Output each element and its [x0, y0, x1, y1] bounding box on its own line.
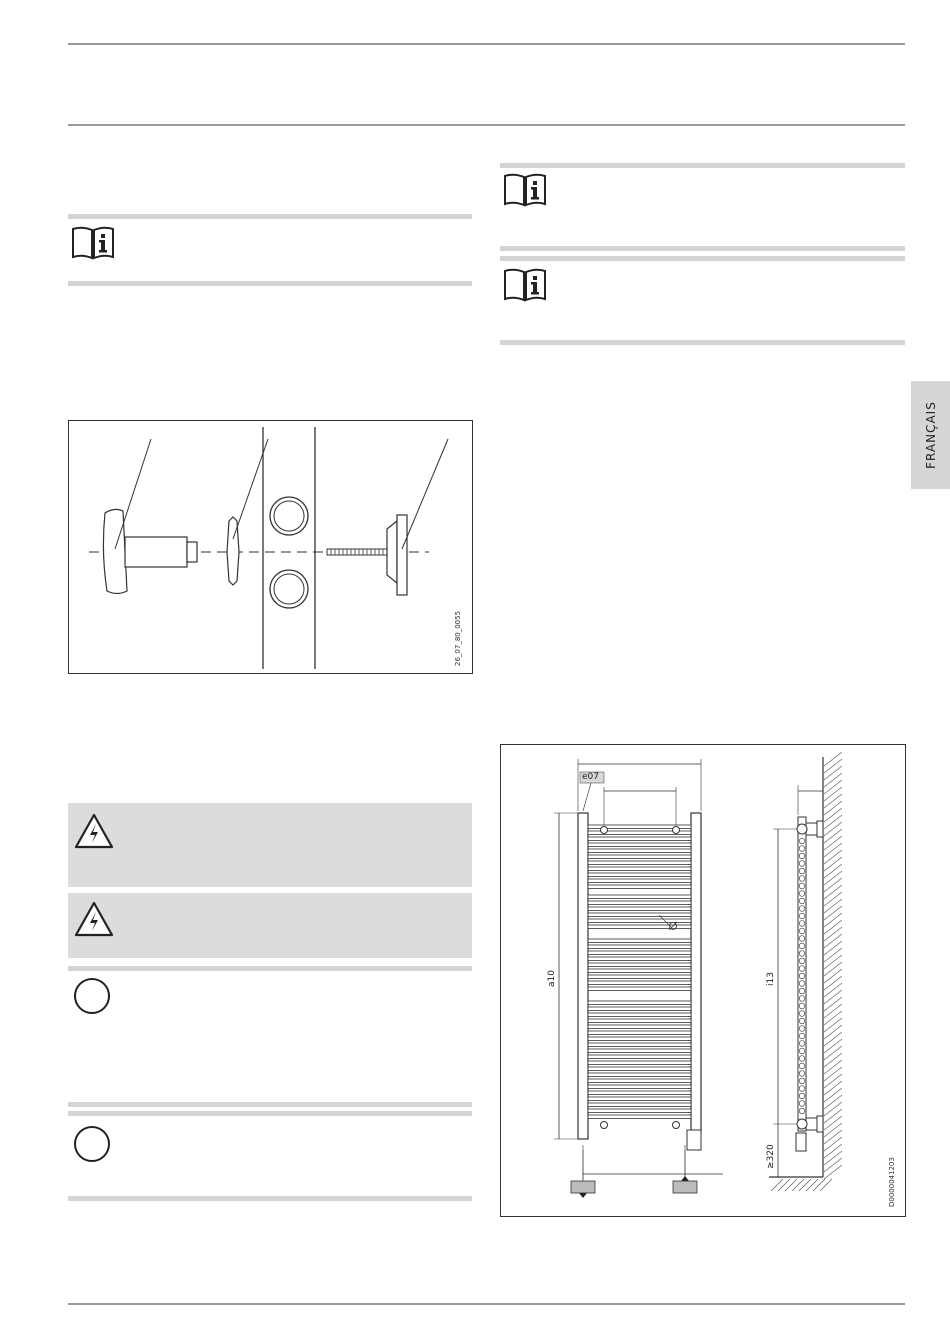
radiator-tube	[588, 913, 691, 917]
mounting-parts-drawing	[69, 421, 472, 673]
floor-hatch-line	[771, 1179, 783, 1191]
radiator-tube	[588, 1067, 691, 1071]
info-notice-bar-top	[68, 214, 472, 219]
info-manual-icon	[70, 225, 116, 261]
label-min-height: ≥320	[766, 1144, 776, 1169]
side-tube-section	[799, 868, 805, 874]
side-tube-section	[799, 883, 805, 889]
note-bar-bottom-1	[68, 1102, 472, 1107]
side-tube-section	[799, 1003, 805, 1009]
radiator-tube	[588, 855, 691, 859]
side-tube-section	[799, 1048, 805, 1054]
side-tube-section	[799, 913, 805, 919]
mounting-parts-figure	[68, 420, 473, 674]
radiator-tube	[588, 975, 691, 979]
side-tube-section	[799, 1086, 805, 1092]
radiator-tube	[588, 867, 691, 871]
radiator-tube	[588, 1091, 691, 1095]
side-tube-section	[799, 981, 805, 987]
info-manual-icon	[502, 172, 548, 208]
info-notice-bar-bottom-r2	[500, 340, 905, 345]
side-tube-section	[799, 1033, 805, 1039]
electric-hazard-warning-icon	[73, 812, 115, 850]
language-tab-label: FRANÇAIS	[923, 401, 938, 469]
info-notice-icon-r1	[502, 172, 548, 212]
info-notice-icon	[70, 225, 116, 265]
radiator-tube	[588, 901, 691, 905]
floor-hatch-line	[806, 1179, 818, 1191]
radiator-tube	[588, 1037, 691, 1041]
radiator-tube	[588, 1103, 691, 1107]
radiator-tube	[588, 981, 691, 985]
electric-hazard-warning-icon	[73, 900, 115, 938]
info-notice-bar-top-r1	[500, 163, 905, 168]
radiator-dimension-drawing	[501, 745, 905, 1216]
radiator-tube	[588, 1055, 691, 1059]
radiator-tube	[588, 885, 691, 889]
radiator-tube	[588, 969, 691, 973]
side-tube-section	[799, 1101, 805, 1107]
label-a10: a10	[547, 970, 557, 987]
side-tube-section	[799, 943, 805, 949]
info-notice-bar-top-r2	[500, 256, 905, 261]
note-bar-top-1	[68, 966, 472, 971]
radiator-tube	[588, 1025, 691, 1029]
side-tube-section	[799, 853, 805, 859]
side-tube-section	[799, 966, 805, 972]
label-e07: e07	[582, 772, 599, 782]
side-tube-section	[799, 1041, 805, 1047]
radiator-tube	[588, 849, 691, 853]
radiator-tube	[588, 1073, 691, 1077]
radiator-tube	[588, 987, 691, 991]
radiator-tube	[588, 1049, 691, 1053]
header-rule-top	[68, 43, 905, 45]
radiator-tube	[588, 879, 691, 883]
side-tube-section	[799, 921, 805, 927]
note-bar-top-2	[68, 1111, 472, 1116]
side-tube-section	[799, 928, 805, 934]
side-tube-section	[799, 838, 805, 844]
radiator-tube	[588, 1019, 691, 1023]
radiator-tube	[588, 873, 691, 877]
side-tube-section	[799, 1018, 805, 1024]
side-tube-section	[799, 1071, 805, 1077]
side-tube-section	[799, 988, 805, 994]
side-tube-section	[799, 1011, 805, 1017]
side-tube-section	[799, 898, 805, 904]
radiator-tube	[588, 1079, 691, 1083]
radiator-tube	[588, 1115, 691, 1119]
side-tube-section	[799, 861, 805, 867]
floor-hatch-line	[785, 1179, 797, 1191]
language-tab[interactable]	[911, 381, 950, 489]
side-tube-section	[799, 973, 805, 979]
radiator-tube	[588, 907, 691, 911]
radiator-tube	[588, 837, 691, 841]
info-notice-bar-bottom-r1	[500, 246, 905, 251]
radiator-tube	[588, 1031, 691, 1035]
info-notice-bar-bottom	[68, 281, 472, 286]
floor-hatch-line	[813, 1179, 825, 1191]
note-circle-icon	[74, 978, 110, 1014]
header-rule-bottom	[68, 124, 905, 126]
radiator-tube	[588, 945, 691, 949]
electric-warning-box-1	[68, 803, 472, 887]
info-manual-icon	[502, 267, 548, 303]
side-tube-section	[799, 891, 805, 897]
radiator-tube	[588, 1007, 691, 1011]
side-tube-section	[799, 1078, 805, 1084]
radiator-tube	[588, 1043, 691, 1047]
radiator-tube	[588, 957, 691, 961]
side-tube-section	[799, 1026, 805, 1032]
info-notice-icon-r2	[502, 267, 548, 307]
side-tube-section	[799, 906, 805, 912]
footer-rule	[68, 1303, 905, 1305]
radiator-tube	[588, 951, 691, 955]
side-tube-section	[799, 1063, 805, 1069]
note-circle-icon	[74, 1126, 110, 1162]
floor-hatch-line	[778, 1179, 790, 1191]
label-i13: i13	[766, 972, 776, 986]
radiator-tube	[588, 1001, 691, 1005]
side-tube-section	[799, 876, 805, 882]
radiator-tube	[588, 919, 691, 923]
floor-hatch-line	[820, 1179, 832, 1191]
side-tube-section	[799, 958, 805, 964]
radiator-tube	[588, 1109, 691, 1113]
radiator-tube	[588, 1061, 691, 1065]
side-tube-section	[799, 1108, 805, 1114]
radiator-tube	[588, 843, 691, 847]
radiator-dimension-figure	[500, 744, 906, 1217]
side-tube-section	[799, 1056, 805, 1062]
radiator-tube	[588, 963, 691, 967]
floor-hatch-line	[799, 1179, 811, 1191]
electric-warning-box-2	[68, 893, 472, 958]
side-tube-section	[799, 846, 805, 852]
side-tube-section	[799, 936, 805, 942]
radiator-tube	[588, 1085, 691, 1089]
radiator-tube	[588, 895, 691, 899]
figure-code-right: D0000041203	[888, 1157, 896, 1207]
note-bar-bottom-2	[68, 1196, 472, 1201]
side-tube-section	[799, 1093, 805, 1099]
radiator-tube	[588, 861, 691, 865]
radiator-tube	[588, 1013, 691, 1017]
radiator-tube	[588, 1097, 691, 1101]
side-tube-section	[799, 951, 805, 957]
side-tube-section	[799, 996, 805, 1002]
figure-code-left: 26_07_80_0055	[454, 610, 462, 666]
floor-hatch-line	[792, 1179, 804, 1191]
radiator-tube	[588, 939, 691, 943]
